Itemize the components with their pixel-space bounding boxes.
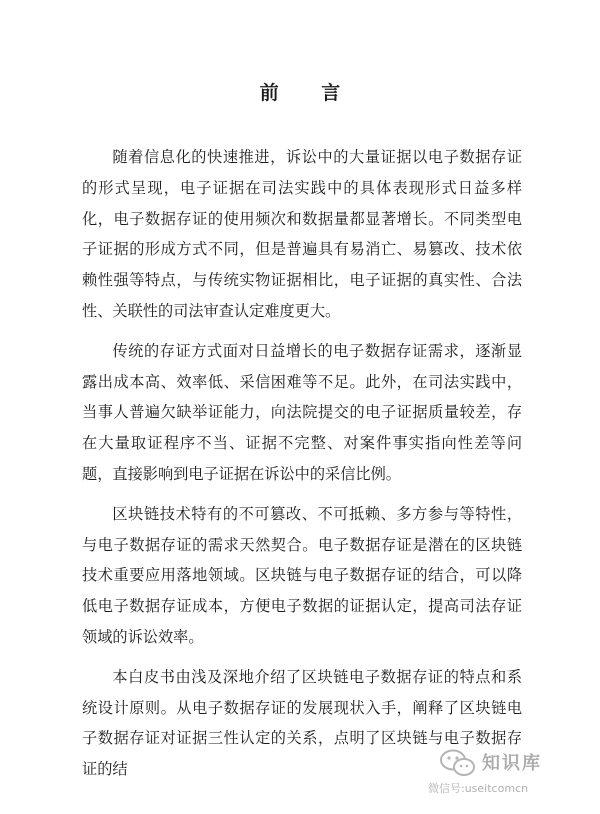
- paragraph-1: 随着信息化的快速推进，诉讼中的大量证据以电子数据存证的形式呈现，电子证据在司法实践中的具体表现形式日益多样化，电子数据存证的使用频次和数据量都显著增长。不同类型电子证据的形成方式不同，但是普遍具有易消亡、易篡改、技术依赖性强等特点，与传统实物证据相比，电子证据的真实性、合法性、关联性的司法审查认定难度更大。: [82, 148, 522, 320]
- body-text: [82, 142, 522, 794]
- paragraph-3: 区块链技术特有的不可篡改、不可抵赖、多方参与等特性，与电子数据存证的需求天然契合。电子数据存证是潜在的区块链技术重要应用落地领域。区块链与电子数据存证的结合，可以降低电子数据存证成本，方便电子数据的证据认定，提高司法存证领域的诉讼效率。: [82, 504, 522, 646]
- paragraph-4: 本白皮书由浅及深地介绍了区块链电子数据存证的特点和系统设计原则。从电子数据存证的发展现状入手，阐释了区块链电子数据存证对证据三性认定的关系，点明了区块链与电子数据存证的结: [82, 667, 522, 779]
- paragraph-2: 传统的存证方式面对日益增长的电子数据存证需求，逐渐显露出成本高、效率低、采信困难等不足。此外，在司法实践中，当事人普遍欠缺举证能力，向法院提交的电子证据质量较差，存在大量取证程序不当、证据不完整、对案件事实指向性差等问题，直接影响到电子证据在诉讼中的采信比例。: [82, 341, 522, 483]
- watermark: [428, 744, 578, 800]
- wechat-icon: [438, 748, 478, 778]
- page-title: 前 言: [259, 82, 359, 104]
- watermark-subtitle: 微信号:useitcomcn: [428, 782, 529, 795]
- watermark-title: 知识库: [482, 753, 542, 774]
